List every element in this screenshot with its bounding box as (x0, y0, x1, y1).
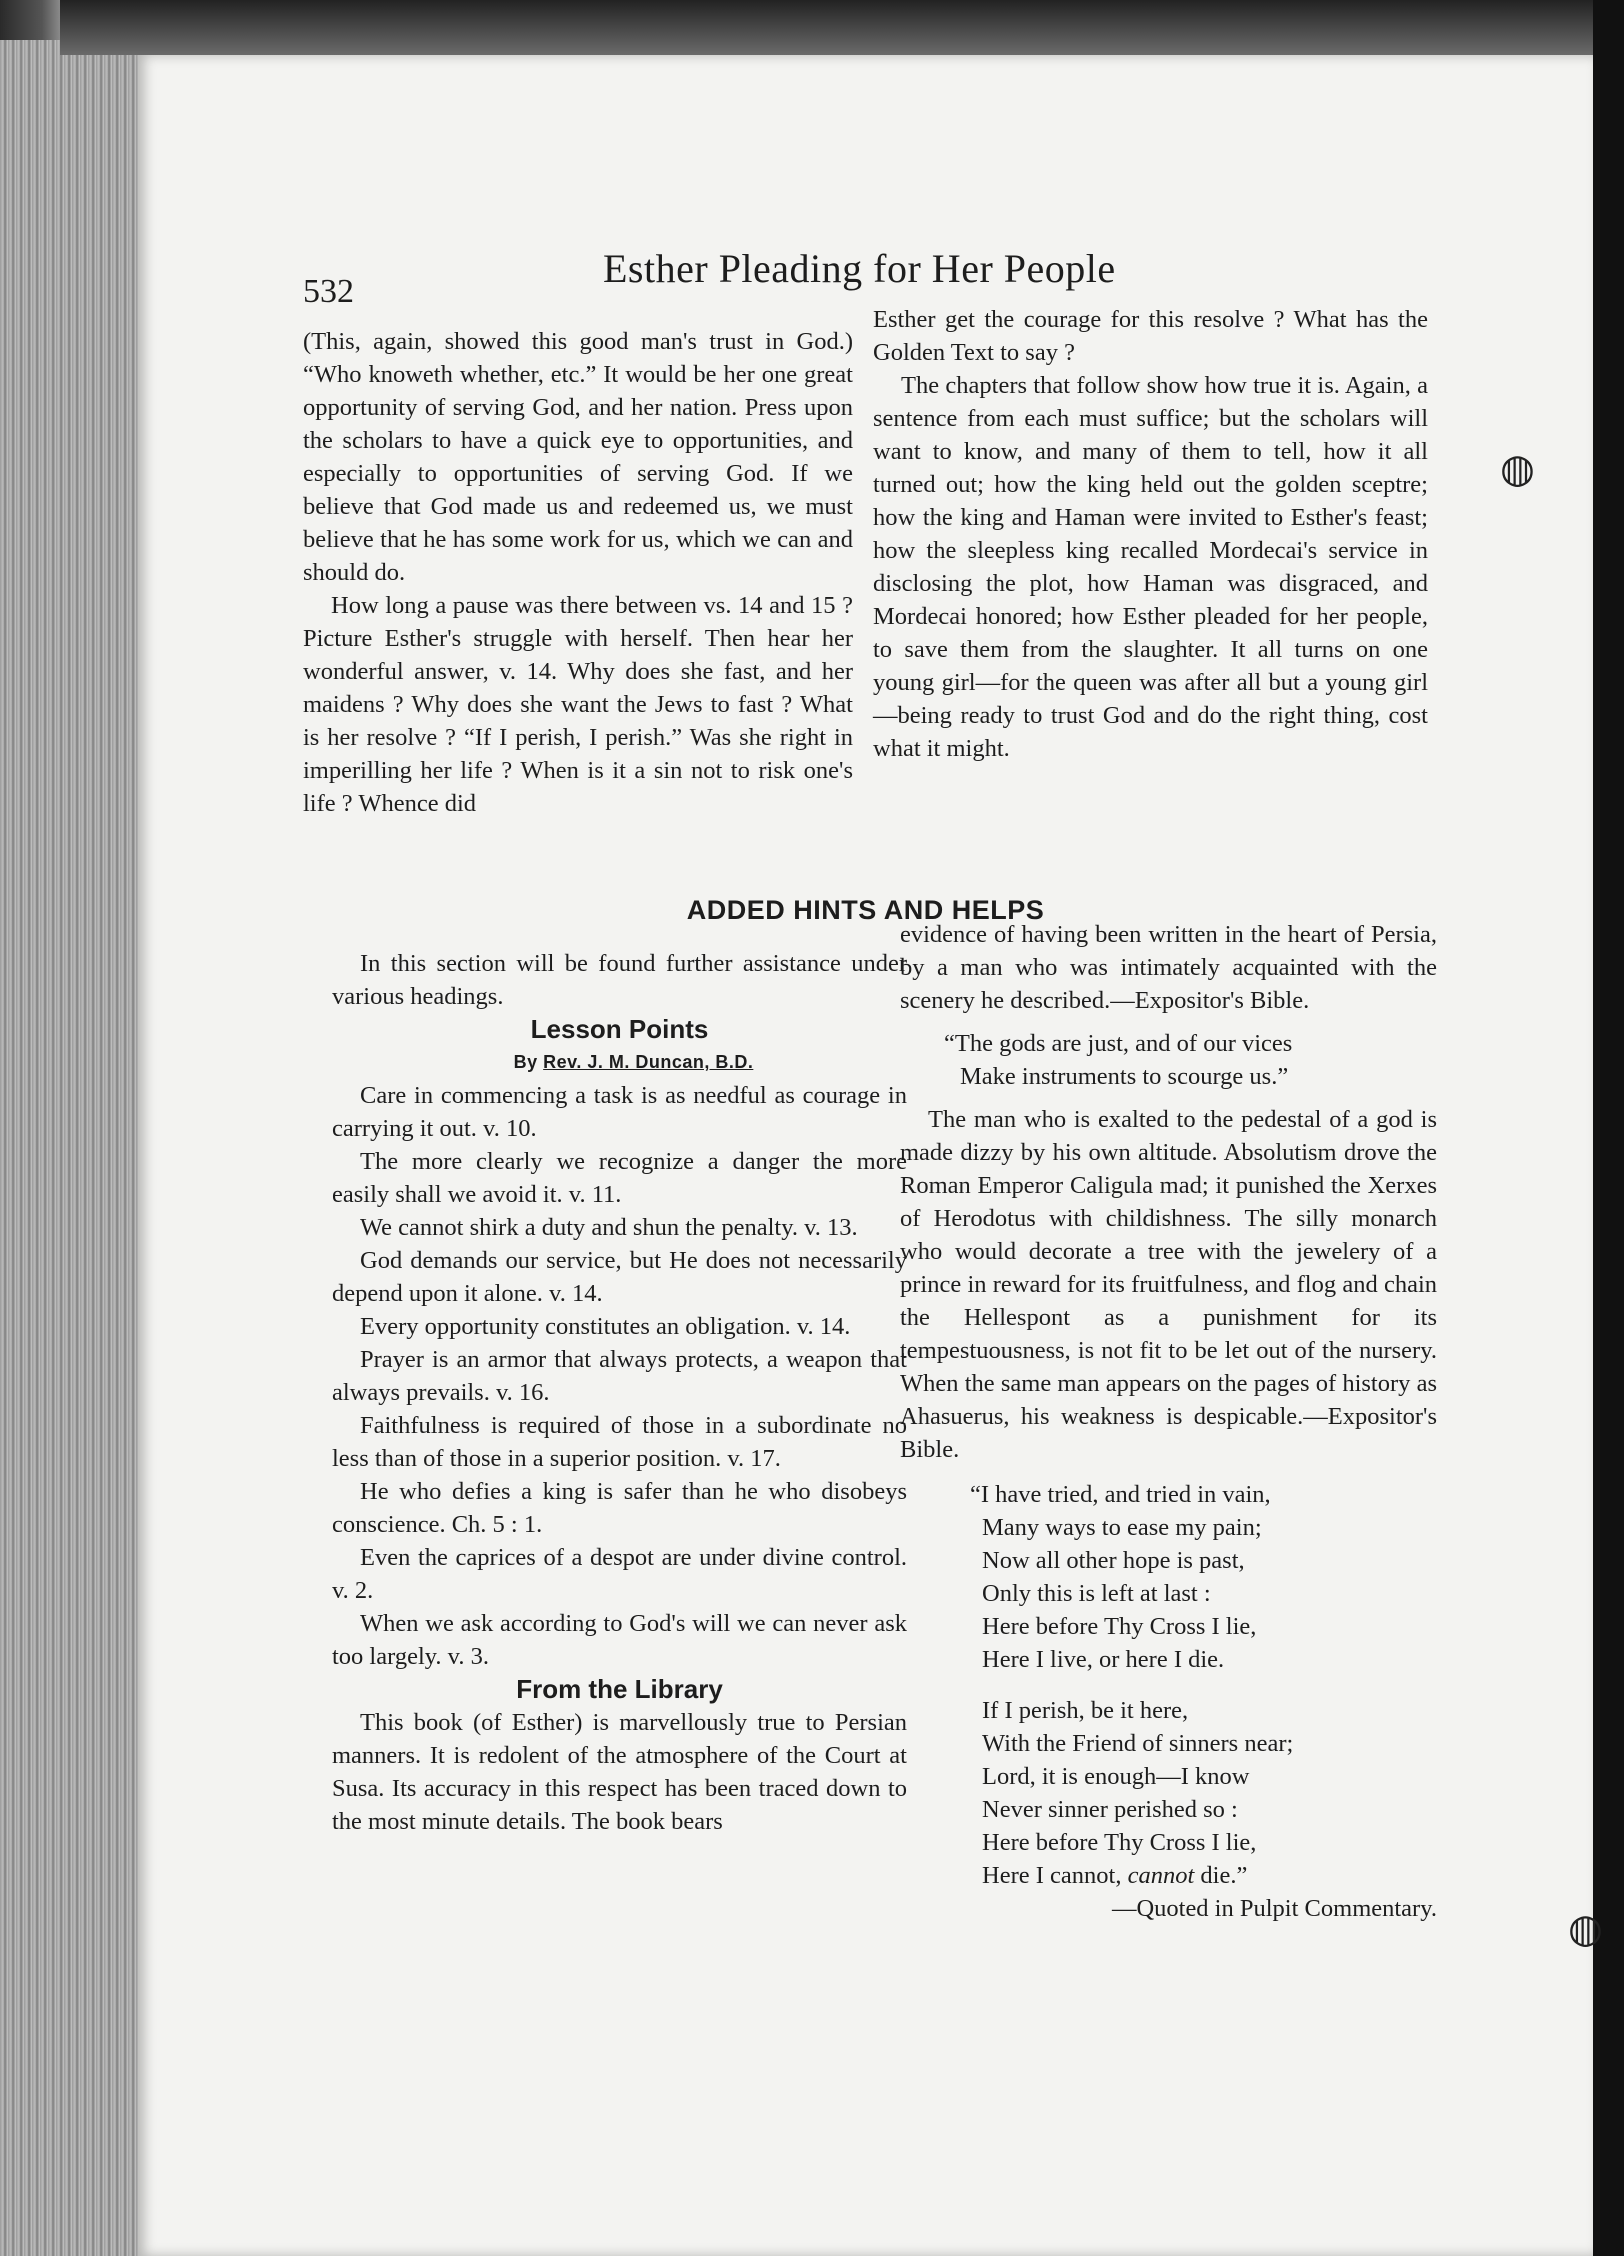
poem-line: Here I live, or here I die. (982, 1646, 1225, 1673)
poem-line: Here before Thy Cross I lie, (982, 1613, 1257, 1640)
intro-paragraph: In this section will be found further assistance under various headings. (332, 950, 907, 1010)
poem (970, 1478, 1437, 1892)
verse-quote-line: Make instruments to scourge us.” (960, 1063, 1289, 1090)
lesson-points-heading: Lesson Points (530, 1014, 709, 1044)
lesson-point: We cannot shirk a duty and shun the penalty. v. 13. (360, 1214, 858, 1241)
column-left-bottom (332, 947, 907, 1838)
page-header (303, 245, 1403, 310)
poem-line: “I have tried, and tried in vain, (970, 1481, 1271, 1508)
stanza-gap (970, 1676, 1437, 1694)
byline-prefix: By (513, 1052, 544, 1072)
lesson-point: Even the caprices of a despot are under divine control. v. 2. (332, 1544, 907, 1604)
lesson-point: Faithfulness is required of those in a subordinate no less than of those in a superior position. v. 17. (332, 1412, 907, 1472)
poem-line: Lord, it is enough—I know (982, 1763, 1250, 1790)
section-heading: ADDED HINTS AND HELPS (686, 895, 1045, 925)
lesson-point: He who defies a king is safer than he who disobeys conscience. Ch. 5 : 1. (332, 1478, 907, 1538)
attribution: —Quoted in Pulpit Commentary. (1111, 1895, 1437, 1922)
lesson-point: Care in commencing a task is as needful as courage in carrying it out. v. 10. (332, 1082, 907, 1142)
poem-line: With the Friend of sinners near; (982, 1730, 1294, 1757)
paragraph: The chapters that follow show how true it is. Again, a sentence from each must suffice; but the scholars will want to know, and many of them to tell, how it all turned out; how the king held out the golden sceptre; how the king and Haman were invited to Esther's feast; how the sleepless king recalled Mordecai's service in disclosing the plot, how Haman was disgraced, and Mordecai honored; how Esther pleaded for her people, to save them from the slaughter. It all turns on one young girl—for the queen was after all but a young girl—being ready to trust God and do the right thing, cost what it might. (873, 372, 1428, 762)
library-heading: From the Library (516, 1674, 723, 1704)
lesson-point: Prayer is an armor that always protects, a weapon that always prevails. v. 16. (332, 1346, 907, 1406)
poem-line: Now all other hope is past, (982, 1547, 1245, 1574)
column-right-bottom (900, 918, 1437, 1925)
poem-line: Many ways to ease my pain; (982, 1514, 1262, 1541)
poem-line: Never sinner perished so : (982, 1796, 1238, 1823)
binding-mark: ◍ (1568, 1906, 1603, 1951)
page-number: 532 (303, 273, 354, 310)
binding-mark: ◍ (1500, 446, 1535, 491)
byline-name: Rev. J. M. Duncan, B.D. (543, 1052, 754, 1072)
column-left-top (303, 325, 853, 820)
paragraph: How long a pause was there between vs. 14 and 15 ? Picture Esther's struggle with herself. Then hear her wonderful answer, v. 14. Why does she fast, and her maidens ? Why does she want the Jews to fast ? What is her resolve ? “If I perish, I perish.” Was she right in imperilling her life ? When is it a sin not to risk one's life ? Whence did (303, 592, 853, 817)
library-paragraph-continued: evidence of having been written in the heart of Persia, by a man who was intimately acquainted with the scenery he described.—Expositor's Bible. (900, 921, 1437, 1014)
poem-line: Here before Thy Cross I lie, (982, 1829, 1257, 1856)
book-page-edges (0, 40, 150, 2256)
paragraph: Esther get the courage for this resolve ? What has the Golden Text to say ? (873, 306, 1428, 366)
running-title: Esther Pleading for Her People (603, 246, 1116, 291)
poem-line-last (970, 1859, 1437, 1892)
library-paragraph: The man who is exalted to the pedestal of a god is made dizzy by his own altitude. Absolutism drove the Roman Emperor Caligula mad; it punished the Xerxes of Herodotus with childishness. The silly monarch who would decorate a tree with the jewelery of a prince in reward for its fruitfulness, and flog and chain the Hellespont as a punishment for its tempestuousness, is not fit to be let out of the nursery. When the same man appears on the pages of history as Ahasuerus, his weakness is despicable.—Expositor's Bible. (900, 1106, 1437, 1463)
byline (332, 1046, 907, 1079)
verse-quote-line: “The gods are just, and of our vices (944, 1030, 1293, 1057)
poem-text: Here I cannot, (982, 1862, 1128, 1889)
lesson-point: God demands our service, but He does not necessarily depend upon it alone. v. 14. (332, 1247, 907, 1307)
paragraph: (This, again, showed this good man's trust in God.) “Who knoweth whether, etc.” It would be her one great opportunity of serving God, and her nation. Press upon the scholars to have a quick eye to opportunities, and especially to opportunities of serving God. If we believe that God made us and redeemed us, we must believe that he has some work for us, which we can and should do. (303, 328, 853, 586)
library-paragraph: This book (of Esther) is marvellously true to Persian manners. It is redolent of the atmosphere of the Court at Susa. Its accuracy in this respect has been traced down to the most minute details. The book bears (332, 1709, 907, 1835)
lesson-point: The more clearly we recognize a danger the more easily shall we avoid it. v. 11. (332, 1148, 907, 1208)
top-edge (60, 0, 1593, 55)
poem-text: die.” (1194, 1862, 1248, 1889)
column-right-top (873, 303, 1428, 765)
poem-line: If I perish, be it here, (982, 1697, 1189, 1724)
lesson-point: When we ask according to God's will we can never ask too largely. v. 3. (332, 1610, 907, 1670)
lesson-point: Every opportunity constitutes an obligation. v. 14. (360, 1313, 851, 1340)
poem-line: Only this is left at last : (982, 1580, 1211, 1607)
poem-italic: cannot (1127, 1862, 1195, 1889)
